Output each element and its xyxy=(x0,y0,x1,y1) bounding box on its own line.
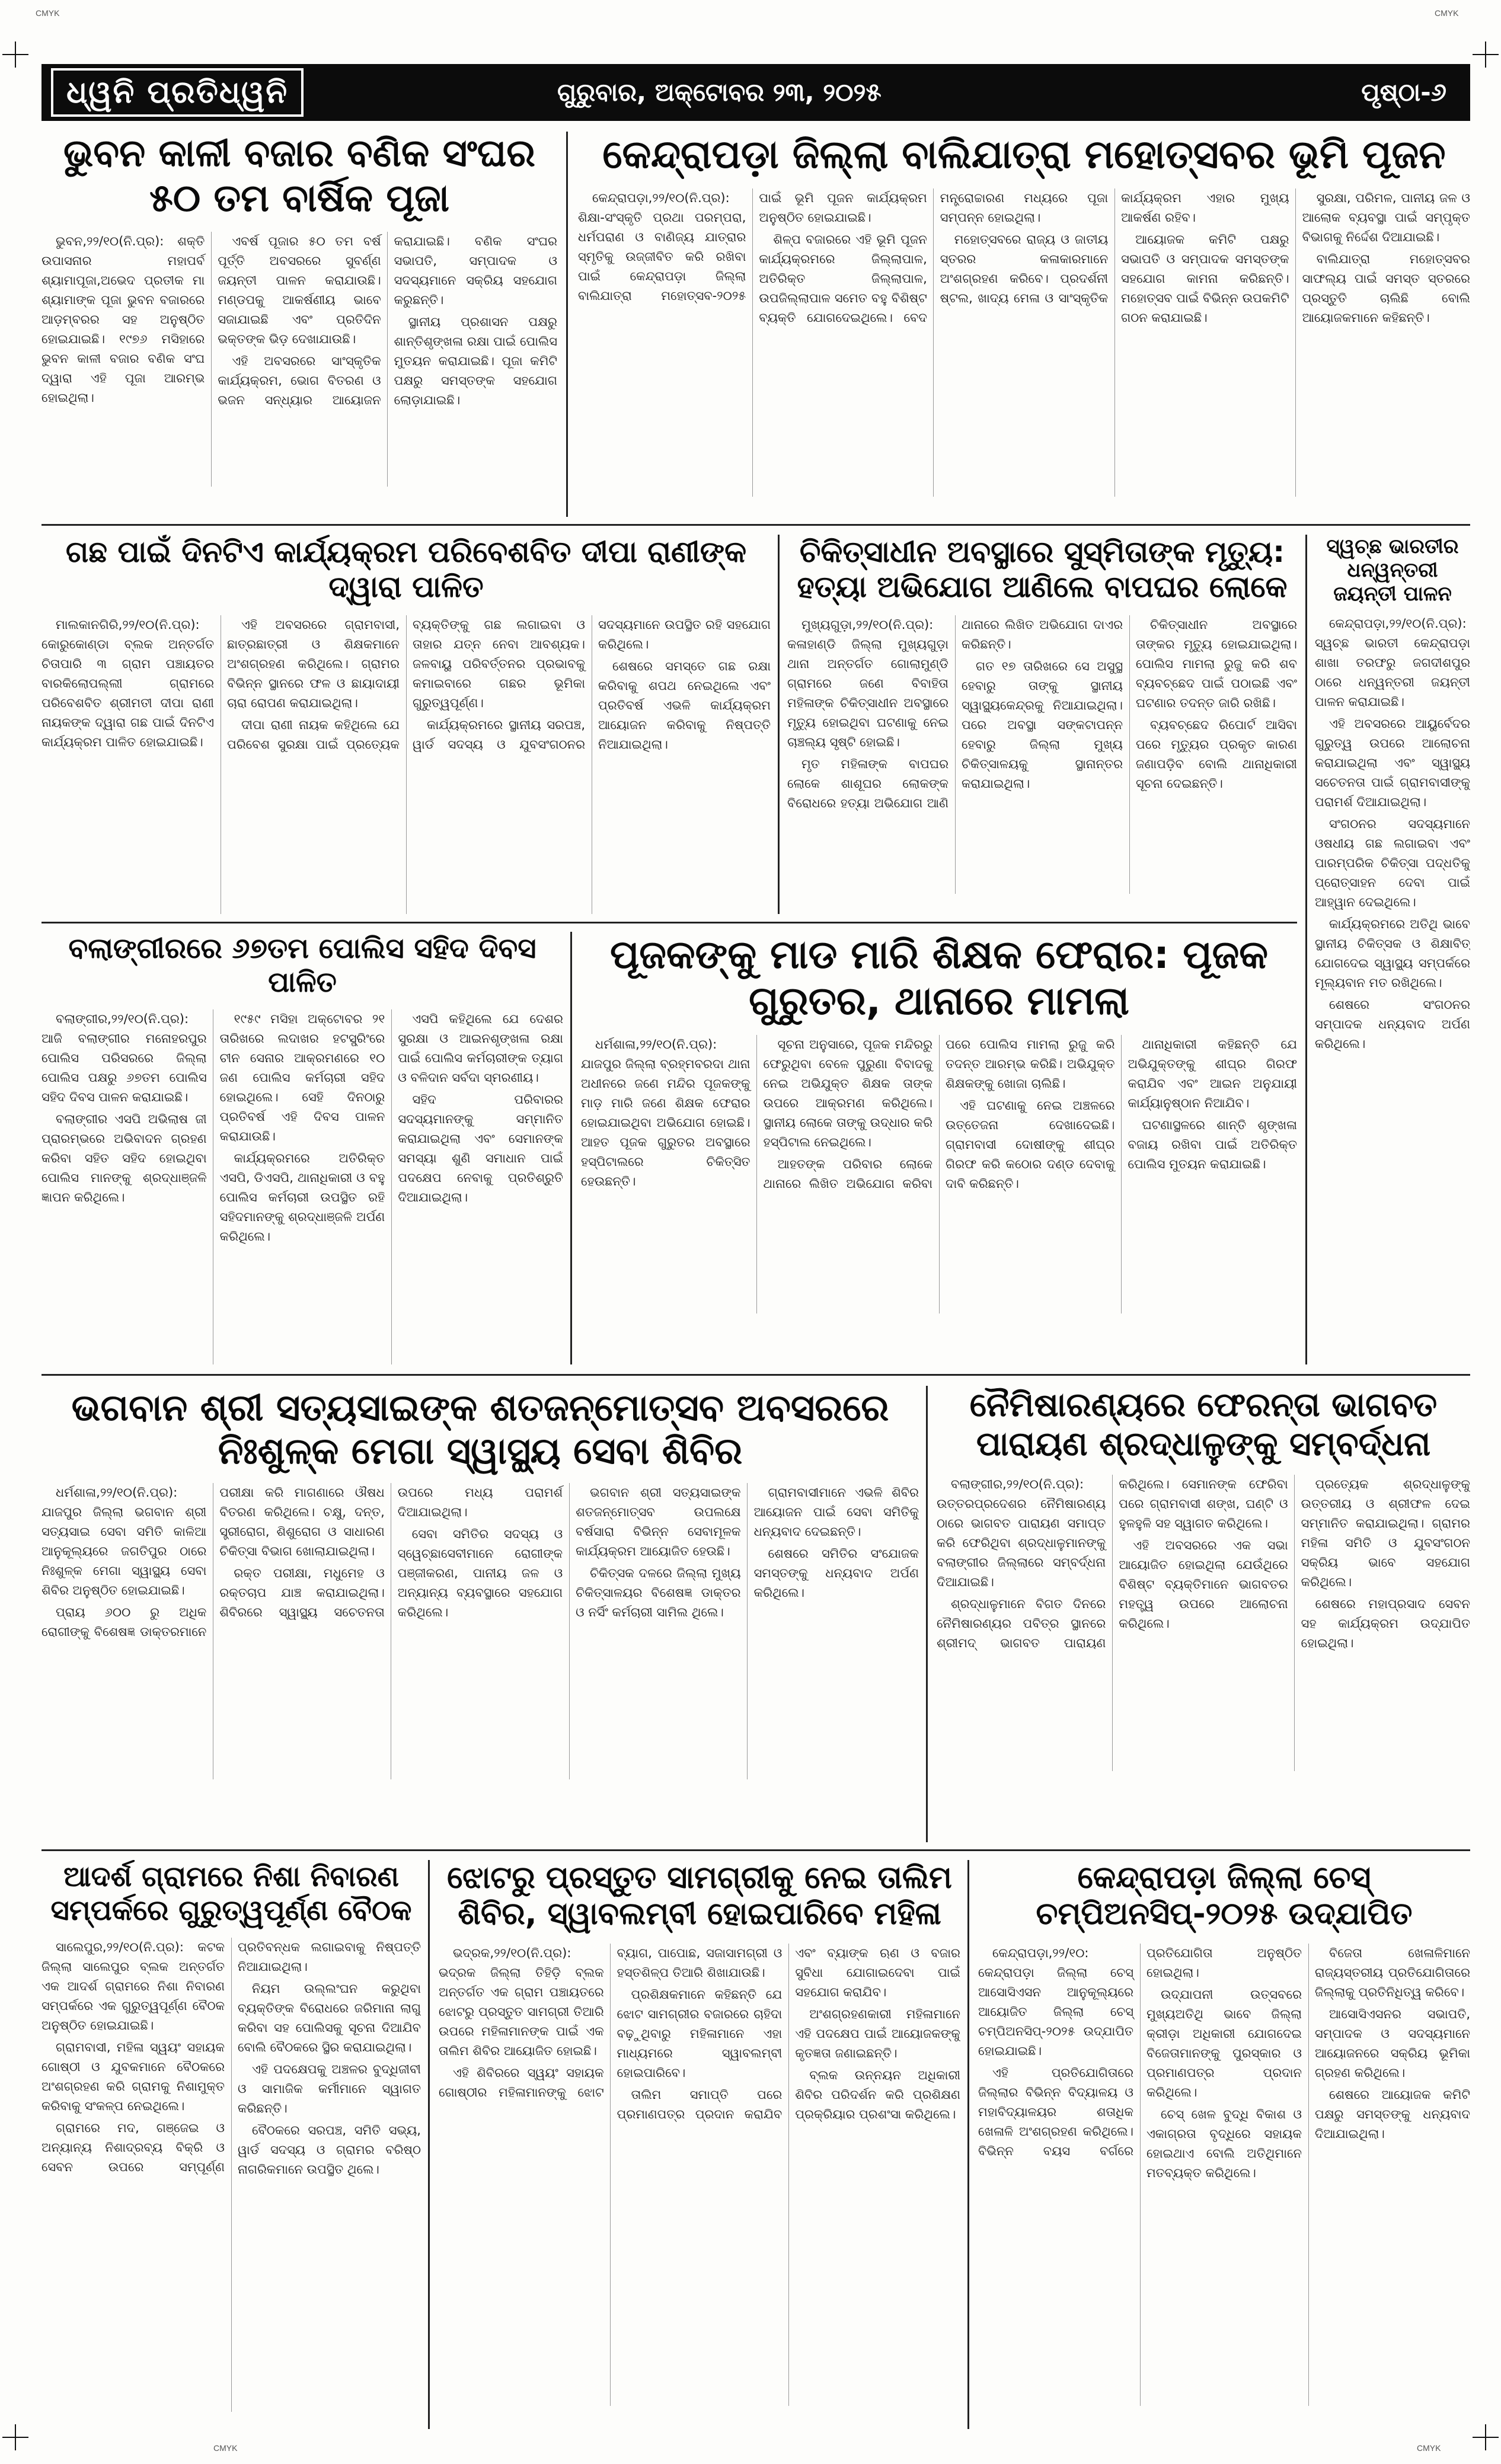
column-divider xyxy=(428,1860,430,2429)
article-body: କେନ୍ଦ୍ରାପଡ଼ା,୨୨/୧୦(ନି.ପ୍ର): ସ୍ୱଚ୍ଛ ଭାରତୀ କେନ୍ଦ୍ରାପଡ଼ା ଶାଖା ତରଫରୁ ଜଗଦୀଶପୁର ଠାରେ ଧନ୍ୱନ୍ତରୀ ଜୟନ୍ତୀ ପାଳନ କରାଯାଇଛି। ଏହି ଅବସରରେ ଆୟୁର୍ବେଦର ଗୁରୁତ୍ୱ ଉପରେ ଆଲୋଚନା କରାଯାଇଥିଲା ଏବଂ ସ୍ୱାସ୍ଥ୍ୟ ସଚେତନତା ପାଇଁ ଗ୍ରାମବାସୀଙ୍କୁ ପରାମର୍ଶ ଦିଆଯାଇଥିଲା। ସଂଗଠନର ସଦସ୍ୟମାନେ ଓଷଧୀୟ ଗଛ ଲଗାଇବା ଏବଂ ପାରମ୍ପରିକ ଚିକିତ୍ସା ପଦ୍ଧତିକୁ ପ୍ରୋତ୍ସାହନ ଦେବା ପାଇଁ ଆହ୍ୱାନ ଦେଇଥିଲେ। କାର୍ଯ୍ୟକ୍ରମରେ ଅତିଥି ଭାବେ ସ୍ଥାନୀୟ ଚିକିତ୍ସକ ଓ ଶିକ୍ଷାବିତ୍ ଯୋଗଦେଇ ସ୍ୱାସ୍ଥ୍ୟ ସମ୍ପର୍କରେ ମୂଲ୍ୟବାନ ମତ ରଖିଥିଲେ। ଶେଷରେ ସଂଗଠନର ସମ୍ପାଦକ ଧନ୍ୟବାଦ ଅର୍ପଣ କରିଥିଲେ। xyxy=(1315,616,1470,1052)
article-headline: ଆଦର୍ଶ ଗ୍ରାମରେ ନିଶା ନିବାରଣ ସମ୍ପର୍କରେ ଗୁରୁତ୍ୱପୂର୍ଣ୍ଣ ବୈଠକ xyxy=(50,1860,412,1927)
article-body: କେନ୍ଦ୍ରାପଡ଼ା,୨୨/୧୦: କେନ୍ଦ୍ରାପଡ଼ା ଜିଲ୍ଲା ଚେସ୍ ଆସୋସିଏସନ ଆନୁକୂଲ୍ୟରେ ଆୟୋଜିତ ଜିଲ୍ଲା ଚେସ୍ ଚମ୍ପିଅନସିପ୍-୨୦୨୫ ଉଦ୍ଯାପିତ ହୋଇଯାଇଛି। ଏହି ପ୍ରତିଯୋଗିତାରେ ଜିଲ୍ଲାର ବିଭିନ୍ନ ବିଦ୍ୟାଳୟ ଓ ମହାବିଦ୍ୟାଳୟର ଶତାଧିକ ଖେଳାଳି ଅଂଶଗ୍ରହଣ କରିଥିଲେ। ବିଭିନ୍ନ ବୟସ ବର୍ଗରେ ପ୍ରତିଯୋଗିତା ଅନୁଷ୍ଠିତ ହୋଇଥିଲା। ଉଦ୍ଯାପନୀ ଉତ୍ସବରେ ମୁଖ୍ୟଅତିଥି ଭାବେ ଜିଲ୍ଲା କ୍ରୀଡ଼ା ଅଧିକାରୀ ଯୋଗଦେଇ ବିଜେତାମାନଙ୍କୁ ପୁରସ୍କାର ଓ ପ୍ରମାଣପତ୍ର ପ୍ରଦାନ କରିଥିଲେ। ଚେସ୍ ଖେଳ ବୁଦ୍ଧି ବିକାଶ ଓ ଏକାଗ୍ରତା ବୃଦ୍ଧିରେ ସହାୟକ ହୋଇଥାଏ ବୋଲି ଅତିଥିମାନେ ମତବ୍ୟକ୍ତ କରିଥିଲେ। ବିଜେତା ଖେଳାଳିମାନେ ରାଜ୍ୟସ୍ତରୀୟ ପ୍ରତିଯୋଗିତାରେ ଜିଲ୍ଲାକୁ ପ୍ରତିନିଧିତ୍ୱ କରିବେ। ଆସୋସିଏସନର ସଭାପତି, ସମ୍ପାଦକ ଓ ସଦସ୍ୟମାନେ ଆୟୋଜନରେ ସକ୍ରିୟ ଭୂମିକା ଗ୍ରହଣ କରିଥିଲେ। ଶେଷରେ ଆୟୋଜକ କମିଟି ପକ୍ଷରୁ ସମସ୍ତଙ୍କୁ ଧନ୍ୟବାଦ ଦିଆଯାଇଥିଲା। xyxy=(978,1945,1470,2180)
article-body: ମୁଖ୍ୟଗୁଡ଼ା,୨୨/୧୦(ନି.ପ୍ର): କଳାହାଣ୍ଡି ଜିଲ୍ଲା ମୁଖ୍ୟଗୁଡ଼ା ଥାନା ଅନ୍ତର୍ଗତ ଗୋଲାମୁଣ୍ଡି ଗ୍ରାମରେ ଜଣେ ବିବାହିତା ମହିଳାଙ୍କ ଚିକିତ୍ସାଧୀନ ଅବସ୍ଥାରେ ମୃତ୍ୟୁ ହୋଇଥିବା ଘଟଣାକୁ ନେଇ ଚାଞ୍ଚଲ୍ୟ ସୃଷ୍ଟି ହୋଇଛି। ମୃତ ମହିଳାଙ୍କ ବାପଘର ଲୋକେ ଶାଶୂଘର ଲୋକଙ୍କ ବିରୋଧରେ ହତ୍ୟା ଅଭିଯୋଗ ଆଣି ଥାନାରେ ଲିଖିତ ଅଭିଯୋଗ ଦାଏର କରିଛନ୍ତି। ଗତ ୧୭ ତାରିଖରେ ସେ ଅସୁସ୍ଥ ହେବାରୁ ତାଙ୍କୁ ସ୍ଥାନୀୟ ସ୍ୱାସ୍ଥ୍ୟକେନ୍ଦ୍ରକୁ ନିଆଯାଇଥିଲା। ପରେ ଅବସ୍ଥା ସଙ୍କଟାପନ୍ନ ହେବାରୁ ଜିଲ୍ଲା ମୁଖ୍ୟ ଚିକିତ୍ସାଳୟକୁ ସ୍ଥାନାନ୍ତର କରାଯାଇଥିଲା। ଚିକିତ୍ସାଧୀନ ଅବସ୍ଥାରେ ତାଙ୍କର ମୃତ୍ୟୁ ହୋଇଯାଇଥିଲା। ପୋଲିସ ମାମଲା ରୁଜୁ କରି ଶବ ବ୍ୟବଚ୍ଛେଦ ପାଇଁ ପଠାଇଛି ଏବଂ ଘଟଣାର ତଦନ୍ତ ଜାରି ରଖିଛି। ବ୍ୟବଚ୍ଛେଦ ରିପୋର୍ଟ ଆସିବା ପରେ ମୃତ୍ୟୁର ପ୍ରକୃତ କାରଣ ଜଣାପଡ଼ିବ ବୋଲି ଥାନାଧିକାରୀ ସୂଚନା ଦେଇଛନ୍ତି। xyxy=(787,618,1297,810)
cmyk-mark-top-right: CMYK xyxy=(1435,8,1459,18)
article-susmita-death xyxy=(787,535,1297,914)
cmyk-mark-bottom-right: CMYK xyxy=(1417,2443,1441,2453)
registration-crosshair-icon xyxy=(2,2424,28,2450)
column-divider xyxy=(778,535,780,914)
registration-crosshair-icon xyxy=(1473,41,1499,68)
article-headline: ଚିକିତ୍ସାଧୀନ ଅବସ୍ଥାରେ ସୁସ୍ମିତାଙ୍କ ମୃତ୍ୟୁ: ହତ୍ୟା ଅଭିଯୋଗ ଆଣିଲେ ବାପଘର ଲୋକେ xyxy=(797,535,1288,604)
article-dhanwantari-jayanti xyxy=(1315,535,1470,1364)
article-body: ମାଲକାନଗିରି,୨୨/୧୦(ନି.ପ୍ର): କୋରୁକୋଣ୍ଡା ବ୍ଲକ ଅନ୍ତର୍ଗତ ଚିତାପାରି ୩ ଗ୍ରାମ ପଞ୍ଚାୟତର ବାରକିଲୋପଲ୍ଲୀ ଗ୍ରାମରେ ପରିବେଶବିତ ଶ୍ରୀମତୀ ଦୀପା ରାଣୀ ନାୟକଙ୍କ ଦ୍ୱାରା ଗଛ ପାଇଁ ଦିନଟିଏ କାର୍ଯ୍ୟକ୍ରମ ପାଳିତ ହୋଇଯାଇଛି। ଏହି ଅବସରରେ ଗ୍ରାମବାସୀ, ଛାତ୍ରଛାତ୍ରୀ ଓ ଶିକ୍ଷକମାନେ ଅଂଶଗ୍ରହଣ କରିଥିଲେ। ଗ୍ରାମର ବିଭିନ୍ନ ସ୍ଥାନରେ ଫଳ ଓ ଛାୟାଦାୟୀ ଚାରା ରୋପଣ କରାଯାଇଥିଲା। ଦୀପା ରାଣୀ ନାୟକ କହିଥିଲେ ଯେ ପରିବେଶ ସୁରକ୍ଷା ପାଇଁ ପ୍ରତ୍ୟେକ ବ୍ୟକ୍ତିଙ୍କୁ ଗଛ ଲଗାଇବା ଓ ତାହାର ଯତ୍ନ ନେବା ଆବଶ୍ୟକ। ଜଳବାୟୁ ପରିବର୍ତ୍ତନର ପ୍ରଭାବକୁ କମାଇବାରେ ଗଛର ଭୂମିକା ଗୁରୁତ୍ୱପୂର୍ଣ୍ଣ। କାର୍ଯ୍ୟକ୍ରମରେ ସ୍ଥାନୀୟ ସରପଞ୍ଚ, ୱାର୍ଡ ସଦସ୍ୟ ଓ ଯୁବସଂଗଠନର ସଦସ୍ୟମାନେ ଉପସ୍ଥିତ ରହି ସହଯୋଗ କରିଥିଲେ। ଶେଷରେ ସମସ୍ତେ ଗଛ ରକ୍ଷା କରିବାକୁ ଶପଥ ନେଇଥିଲେ ଏବଂ ପ୍ରତିବର୍ଷ ଏଭଳି କାର୍ଯ୍ୟକ୍ରମ ଆୟୋଜନ କରିବାକୁ ନିଷ୍ପତ୍ତି ନିଆଯାଇଥିଲା। xyxy=(41,618,771,752)
article-headline: କେନ୍ଦ୍ରାପଡ଼ା ଜିଲ୍ଲା ବାଲିଯାତ୍ରା ମହୋତ୍ସବର ଭୂମି ପୂଜନ xyxy=(602,132,1446,177)
article-headline: ବଲାଙ୍ଗୀରରେ ୬୭ତମ ପୋଲିସ ସହିଦ ଦିବସ ପାଳିତ xyxy=(68,932,536,999)
article-priest-assault xyxy=(581,932,1297,1364)
article-tree-day-programme xyxy=(41,535,771,914)
article-baliyatra-bhumi-pujan xyxy=(578,132,1470,517)
article-headline: ଝୋଟରୁ ପ୍ରସ୍ତୁତ ସାମଗ୍ରୀକୁ ନେଇ ତାଲିମ ଶିବିର, ସ୍ୱାବଲମ୍ବୀ ହୋଇପାରିବେ ମହିଳା xyxy=(447,1860,952,1932)
article-body: ଭଦ୍ରକ,୨୨/୧୦(ନି.ପ୍ର): ଭଦ୍ରକ ଜିଲ୍ଲା ତିହିଡ଼ି ବ୍ଲକ ଅନ୍ତର୍ଗତ ଏକ ଗ୍ରାମ ପଞ୍ଚାୟତରେ ଝୋଟରୁ ପ୍ରସ୍ତୁତ ସାମଗ୍ରୀ ତିଆରି ଉପରେ ମହିଳାମାନଙ୍କ ପାଇଁ ଏକ ତାଲିମ ଶିବିର ଆୟୋଜିତ ହୋଇଛି। ଏହି ଶିବିରରେ ସ୍ୱୟଂ ସହାୟକ ଗୋଷ୍ଠୀର ମହିଳାମାନଙ୍କୁ ଝୋଟ ବ୍ୟାଗ, ପାପୋଛ, ସଜାସାମଗ୍ରୀ ଓ ହସ୍ତଶିଳ୍ପ ତିଆରି ଶିଖାଯାଉଛି। ପ୍ରଶିକ୍ଷକମାନେ କହିଛନ୍ତି ଯେ ଝୋଟ ସାମଗ୍ରୀର ବଜାରରେ ଚାହିଦା ବଢ଼ୁଥିବାରୁ ମହିଳାମାନେ ଏହା ମାଧ୍ୟମରେ ସ୍ୱାବଲମ୍ବୀ ହୋଇପାରିବେ। ତାଲିମ ସମାପ୍ତି ପରେ ପ୍ରମାଣପତ୍ର ପ୍ରଦାନ କରାଯିବ ଏବଂ ବ୍ୟାଙ୍କ ଋଣ ଓ ବଜାର ସୁବିଧା ଯୋଗାଇଦେବା ପାଇଁ ସହଯୋଗ କରାଯିବ। ଅଂଶଗ୍ରହଣକାରୀ ମହିଳାମାନେ ଏହି ପଦକ୍ଷେପ ପାଇଁ ଆୟୋଜକଙ୍କୁ କୃତଜ୍ଞତା ଜଣାଇଛନ୍ତି। ବ୍ଲକ ଉନ୍ନୟନ ଅଧିକାରୀ ଶିବିର ପରିଦର୍ଶନ କରି ପ୍ରଶିକ୍ଷଣ ପ୍ରକ୍ରିୟାର ପ୍ରଶଂସା କରିଥିଲେ। xyxy=(439,1945,960,2121)
article-body: ବଲାଙ୍ଗୀର,୨୨/୧୦(ନି.ପ୍ର): ଆଜି ବଲାଙ୍ଗୀର ମନୋହରପୁର ପୋଲିସ ପରିସରରେ ଜିଲ୍ଲା ପୋଲିସ ପକ୍ଷରୁ ୬୭ତମ ପୋଲିସ ସହିଦ ଦିବସ ପାଳନ କରାଯାଇଛି। ବଲାଙ୍ଗୀର ଏସପି ଅଭିଲାଷ ଜୀ ପ୍ରାରମ୍ଭରେ ଅଭିବାଦନ ଗ୍ରହଣ କରିବା ସହିତ ସହିଦ ହୋଇଥିବା ପୋଲିସ ମାନଙ୍କୁ ଶ୍ରଦ୍ଧାଞ୍ଜଳି ଜ୍ଞାପନ କରିଥିଲେ। ୧୯୫୯ ମସିହା ଅକ୍ଟୋବର ୨୧ ତାରିଖରେ ଲଦାଖର ହଟସ୍ପ୍ରିଂରେ ଚୀନ ସେନାର ଆକ୍ରମଣରେ ୧୦ ଜଣ ପୋଲିସ କର୍ମଚାରୀ ସହିଦ ହୋଇଥିଲେ। ସେହି ଦିନଠାରୁ ପ୍ରତିବର୍ଷ ଏହି ଦିବସ ପାଳନ କରାଯାଉଛି। କାର୍ଯ୍ୟକ୍ରମରେ ଅତିରିକ୍ତ ଏସପି, ଡିଏସପି, ଥାନାଧିକାରୀ ଓ ବହୁ ପୋଲିସ କର୍ମଚାରୀ ଉପସ୍ଥିତ ରହି ସହିଦମାନଙ୍କୁ ଶ୍ରଦ୍ଧାଞ୍ଜଳି ଅର୍ପଣ କରିଥିଲେ। ଏସପି କହିଥିଲେ ଯେ ଦେଶର ସୁରକ୍ଷା ଓ ଆଇନଶୃଙ୍ଖଳା ରକ୍ଷା ପାଇଁ ପୋଲିସ କର୍ମଚାରୀଙ୍କ ତ୍ୟାଗ ଓ ବଳିଦାନ ସର୍ବଦା ସ୍ମରଣୀୟ। ସହିଦ ପରିବାରର ସଦସ୍ୟମାନଙ୍କୁ ସମ୍ମାନିତ କରାଯାଇଥିଲା ଏବଂ ସେମାନଙ୍କ ସମସ୍ୟା ଶୁଣି ସମାଧାନ ପାଇଁ ପଦକ୍ଷେପ ନେବାକୁ ପ୍ରତିଶ୍ରୁତି ଦିଆଯାଇଥିଲା। xyxy=(41,1012,563,1244)
section-divider xyxy=(41,1849,1470,1851)
article-body: ଧର୍ମଶାଳା,୨୨/୧୦(ନି.ପ୍ର): ଯାଜପୁର ଜିଲ୍ଲା ଭଗବାନ ଶ୍ରୀ ସତ୍ୟସାଇ ସେବା ସମିତି କାଳିଆ ଆନୁକୂଲ୍ୟରେ ଜଗତିପୁର ଠାରେ ନିଃଶୁଳ୍କ ମେଗା ସ୍ୱାସ୍ଥ୍ୟ ସେବା ଶିବିର ଅନୁଷ୍ଠିତ ହୋଇଯାଇଛି। ପ୍ରାୟ ୬୦୦ ରୁ ଅଧିକ ରୋଗୀଙ୍କୁ ବିଶେଷଜ୍ଞ ଡାକ୍ତରମାନେ ପରୀକ୍ଷା କରି ମାଗଣାରେ ଔଷଧ ବିତରଣ କରିଥିଲେ। ଚକ୍ଷୁ, ଦନ୍ତ, ସ୍ତ୍ରୀରୋଗ, ଶିଶୁରୋଗ ଓ ସାଧାରଣ ଚିକିତ୍ସା ବିଭାଗ ଖୋଲାଯାଇଥିଲା। ରକ୍ତ ପରୀକ୍ଷା, ମଧୁମେହ ଓ ରକ୍ତଚାପ ଯାଞ୍ଚ କରାଯାଇଥିଲା। ଶିବିରରେ ସ୍ୱାସ୍ଥ୍ୟ ସଚେତନତା ଉପରେ ମଧ୍ୟ ପରାମର୍ଶ ଦିଆଯାଇଥିଲା। ସେବା ସମିତିର ସଦସ୍ୟ ଓ ସ୍ୱେଚ୍ଛାସେବୀମାନେ ରୋଗୀଙ୍କ ପଞ୍ଜୀକରଣ, ପାନୀୟ ଜଳ ଓ ଅନ୍ୟାନ୍ୟ ବ୍ୟବସ୍ଥାରେ ସହଯୋଗ କରିଥିଲେ। ଭଗବାନ ଶ୍ରୀ ସତ୍ୟସାଇଙ୍କ ଶତଜନ୍ମୋତ୍ସବ ଉପଲକ୍ଷେ ବର୍ଷସାରା ବିଭିନ୍ନ ସେବାମୂଳକ କାର୍ଯ୍ୟକ୍ରମ ଆୟୋଜିତ ହେଉଛି। ଚିକିତ୍ସକ ଦଳରେ ଜିଲ୍ଲା ମୁଖ୍ୟ ଚିକିତ୍ସାଳୟର ବିଶେଷଜ୍ଞ ଡାକ୍ତର ଓ ନର୍ସିଂ କର୍ମଚାରୀ ସାମିଲ ଥିଲେ। ଗ୍ରାମବାସୀମାନେ ଏଭଳି ଶିବିର ଆୟୋଜନ ପାଇଁ ସେବା ସମିତିକୁ ଧନ୍ୟବାଦ ଦେଇଛନ୍ତି। ଶେଷରେ ସମିତିର ସଂଯୋଜକ ସମସ୍ତଙ୍କୁ ଧନ୍ୟବାଦ ଅର୍ପଣ କରିଥିଲେ। xyxy=(41,1485,919,1640)
column-divider xyxy=(570,932,572,1364)
article-jute-training xyxy=(439,1860,960,2429)
cmyk-mark-bottom-left: CMYK xyxy=(213,2443,238,2453)
article-headline: ଭଗବାନ ଶ୍ରୀ ସତ୍ୟସାଇଙ୍କ ଶତଜନ୍ମୋତ୍ସବ ଅବସରରେ ନିଃଶୁଳ୍କ ମେଗା ସ୍ୱାସ୍ଥ୍ୟ ସେବା ଶିବିର xyxy=(71,1386,889,1473)
article-body: ସାଲେପୁର,୨୨/୧୦(ନି.ପ୍ର): କଟକ ଜିଲ୍ଲା ସାଲେପୁର ବ୍ଲକ ଅନ୍ତର୍ଗତ ଏକ ଆଦର୍ଶ ଗ୍ରାମରେ ନିଶା ନିବାରଣ ସମ୍ପର୍କରେ ଏକ ଗୁରୁତ୍ୱପୂର୍ଣ୍ଣ ବୈଠକ ଅନୁଷ୍ଠିତ ହୋଇଯାଇଛି। ଗ୍ରାମବାସୀ, ମହିଳା ସ୍ୱୟଂ ସହାୟକ ଗୋଷ୍ଠୀ ଓ ଯୁବକମାନେ ବୈଠକରେ ଅଂଶଗ୍ରହଣ କରି ଗ୍ରାମକୁ ନିଶାମୁକ୍ତ କରିବାକୁ ସଂକଳ୍ପ ନେଇଥିଲେ। ଗ୍ରାମରେ ମଦ, ଗଞ୍ଜେଇ ଓ ଅନ୍ୟାନ୍ୟ ନିଶାଦ୍ରବ୍ୟ ବିକ୍ରି ଓ ସେବନ ଉପରେ ସମ୍ପୂର୍ଣ୍ଣ ପ୍ରତିବନ୍ଧକ ଲଗାଇବାକୁ ନିଷ୍ପତ୍ତି ନିଆଯାଇଥିଲା। ନିୟମ ଉଲ୍ଲଂଘନ କରୁଥିବା ବ୍ୟକ୍ତିଙ୍କ ବିରୋଧରେ ଜରିମାନା ଲାଗୁ କରିବା ସହ ପୋଲିସକୁ ସୂଚନା ଦିଆଯିବ ବୋଲି ବୈଠକରେ ସ୍ଥିର କରାଯାଇଥିଲା। ଏହି ପଦକ୍ଷେପକୁ ଅଞ୍ଚଳର ବୁଦ୍ଧିଜୀବୀ ଓ ସାମାଜିକ କର୍ମୀମାନେ ସ୍ୱାଗତ କରିଛନ୍ତି। ବୈଠକରେ ସରପଞ୍ଚ, ସମିତି ସଭ୍ୟ, ୱାର୍ଡ ସଦସ୍ୟ ଓ ଗ୍ରାମର ବରିଷ୍ଠ ନାଗରିକମାନେ ଉପସ୍ଥିତ ଥିଲେ। xyxy=(41,1940,421,2177)
registration-crosshair-icon xyxy=(1473,2424,1499,2450)
section-divider xyxy=(41,524,1470,526)
cmyk-mark-top-left: CMYK xyxy=(36,8,60,18)
article-body: ଭୁବନ,୨୨/୧୦(ନି.ପ୍ର): ଶକ୍ତି ଉପାସନାର ମହାପର୍ବ ଶ୍ୟାମାପୂଜା,ଅଭେଦ ପ୍ରତୀକ ମା ଶ୍ୟାମାଙ୍କ ପୂଜା ଭୁବନ ବଜାରରେ ଆଡ଼ମ୍ବରର ସହ ଅନୁଷ୍ଠିତ ହୋଇଯାଇଛି। ୧୯୭୬ ମସିହାରେ ଭୁବନ କାଳୀ ବଜାର ବଣିକ ସଂଘ ଦ୍ୱାରା ଏହି ପୂଜା ଆରମ୍ଭ ହୋଇଥିଲା। ଏବର୍ଷ ପୂଜାର ୫୦ ତମ ବର୍ଷ ପୂର୍ତ୍ତି ଅବସରରେ ସୁବର୍ଣ୍ଣ ଜୟନ୍ତୀ ପାଳନ କରାଯାଉଛି। ମଣ୍ଡପକୁ ଆକର୍ଷଣୀୟ ଭାବେ ସଜାଯାଇଛି ଏବଂ ପ୍ରତିଦିନ ଭକ୍ତଙ୍କ ଭିଡ଼ ଦେଖାଯାଉଛି। ଏହି ଅବସରରେ ସାଂସ୍କୃତିକ କାର୍ଯ୍ୟକ୍ରମ, ଭୋଗ ବିତରଣ ଓ ଭଜନ ସନ୍ଧ୍ୟାର ଆୟୋଜନ କରାଯାଇଛି। ବଣିକ ସଂଘର ସଭାପତି, ସମ୍ପାଦକ ଓ ସଦସ୍ୟମାନେ ସକ୍ରିୟ ସହଯୋଗ କରୁଛନ୍ତି। ସ୍ଥାନୀୟ ପ୍ରଶାସନ ପକ୍ଷରୁ ଶାନ୍ତିଶୃଙ୍ଖଳା ରକ୍ଷା ପାଇଁ ପୋଲିସ ମୁତୟନ କରାଯାଇଛି। ପୂଜା କମିଟି ପକ୍ଷରୁ ସମସ୍ତଙ୍କ ସହଯୋଗ ଲୋଡ଼ାଯାଇଛି। xyxy=(41,234,557,408)
registration-crosshair-icon xyxy=(2,41,28,68)
article-bhuban-kali-puja xyxy=(41,132,557,517)
article-police-martyrs-day xyxy=(41,932,563,1364)
page-number: ପୃଷ୍ଠା-୬ xyxy=(1361,78,1446,107)
issue-date: ଗୁରୁବାର, ଅକ୍ଟୋବର ୨୩, ୨୦୨୫ xyxy=(557,78,882,107)
column-divider xyxy=(967,1860,969,2429)
article-chess-championship xyxy=(978,1860,1470,2429)
column-divider xyxy=(1305,535,1307,1364)
section-divider xyxy=(41,1374,1470,1376)
article-headline: ନୈମିଷାରଣ୍ୟରେ ଫେରନ୍ତା ଭାଗବତ ପାରାୟଣ ଶ୍ରଦ୍ଧାଳୁଙ୍କୁ ସମ୍ବର୍ଦ୍ଧନା xyxy=(969,1386,1438,1464)
article-headline: ପୂଜକଙ୍କୁ ମାଡ ମାରି ଶିକ୍ଷକ ଫେରାର: ପୂଜକ ଗୁରୁତର, ଥାନାରେ ମାମଲା xyxy=(609,932,1269,1024)
article-body: ବଲାଙ୍ଗୀର,୨୨/୧୦(ନି.ପ୍ର): ଉତ୍ତରପ୍ରଦେଶର ନୈମିଷାରଣ୍ୟ ଠାରେ ଭାଗବତ ପାରାୟଣ ସମାପ୍ତ କରି ଫେରିଥିବା ଶ୍ରଦ୍ଧାଳୁମାନଙ୍କୁ ବଲାଙ୍ଗୀର ଜିଲ୍ଲାରେ ସମ୍ବର୍ଦ୍ଧନା ଦିଆଯାଇଛି। ଶ୍ରଦ୍ଧାଳୁମାନେ ବିଗତ ଦିନରେ ନୈମିଷାରଣ୍ୟର ପବିତ୍ର ସ୍ଥାନରେ ଶ୍ରୀମଦ୍ ଭାଗବତ ପାରାୟଣ କରିଥିଲେ। ସେମାନଙ୍କ ଫେରିବା ପରେ ଗ୍ରାମବାସୀ ଶଙ୍ଖ, ଘଣ୍ଟି ଓ ହୁଳହୁଳି ସହ ସ୍ୱାଗତ କରିଥିଲେ। ଏହି ଅବସରରେ ଏକ ସଭା ଆୟୋଜିତ ହୋଇଥିଲା ଯେଉଁଥିରେ ବିଶିଷ୍ଟ ବ୍ୟକ୍ତିମାନେ ଭାଗବତର ମହତ୍ତ୍ୱ ଉପରେ ଆଲୋଚନା କରିଥିଲେ। ପ୍ରତ୍ୟେକ ଶ୍ରଦ୍ଧାଳୁଙ୍କୁ ଉତ୍ତରୀୟ ଓ ଶ୍ରୀଫଳ ଦେଇ ସମ୍ମାନିତ କରାଯାଇଥିଲା। ଗ୍ରାମର ମହିଳା ସମିତି ଓ ଯୁବସଂଗଠନ ସକ୍ରିୟ ଭାବେ ସହଯୋଗ କରିଥିଲେ। ଶେଷରେ ମହାପ୍ରସାଦ ସେବନ ସହ କାର୍ଯ୍ୟକ୍ରମ ଉଦ୍ଯାପିତ ହୋଇଥିଲା। xyxy=(937,1477,1470,1651)
article-body: ଧର୍ମଶାଳା,୨୨/୧୦(ନି.ପ୍ର): ଯାଜପୁର ଜିଲ୍ଲା ବ୍ରହ୍ମବରଦା ଥାନା ଅଧୀନରେ ଜଣେ ମନ୍ଦିର ପୂଜକଙ୍କୁ ମାଡ଼ ମାରି ଜଣେ ଶିକ୍ଷକ ଫେରାର ହୋଇଯାଇଥିବା ଅଭିଯୋଗ ହୋଇଛି। ଆହତ ପୂଜକ ଗୁରୁତର ଅବସ୍ଥାରେ ହସ୍ପିଟାଲରେ ଚିକିତ୍ସିତ ହେଉଛନ୍ତି। ସୂଚନା ଅନୁସାରେ, ପୂଜକ ମନ୍ଦିରରୁ ଫେରୁଥିବା ବେଳେ ପୁରୁଣା ବିବାଦକୁ ନେଇ ଅଭିଯୁକ୍ତ ଶିକ୍ଷକ ତାଙ୍କ ଉପରେ ଆକ୍ରମଣ କରିଥିଲେ। ସ୍ଥାନୀୟ ଲୋକେ ତାଙ୍କୁ ଉଦ୍ଧାର କରି ହସ୍ପିଟାଲ ନେଇଥିଲେ। ଆହତଙ୍କ ପରିବାର ଲୋକେ ଥାନାରେ ଲିଖିତ ଅଭିଯୋଗ କରିବା ପରେ ପୋଲିସ ମାମଲା ରୁଜୁ କରି ତଦନ୍ତ ଆରମ୍ଭ କରିଛି। ଅଭିଯୁକ୍ତ ଶିକ୍ଷକଙ୍କୁ ଖୋଜା ଚାଲିଛି। ଏହି ଘଟଣାକୁ ନେଇ ଅଞ୍ଚଳରେ ଉତ୍ତେଜନା ଦେଖାଦେଇଛି। ଗ୍ରାମବାସୀ ଦୋଷୀଙ୍କୁ ଶୀଘ୍ର ଗିରଫ କରି କଠୋର ଦଣ୍ଡ ଦେବାକୁ ଦାବି କରିଛନ୍ତି। ଥାନାଧିକାରୀ କହିଛନ୍ତି ଯେ ଅଭିଯୁକ୍ତଙ୍କୁ ଶୀଘ୍ର ଗିରଫ କରାଯିବ ଏବଂ ଆଇନ ଅନୁଯାୟୀ କାର୍ଯ୍ୟାନୁଷ୍ଠାନ ନିଆଯିବ। ଘଟଣାସ୍ଥଳରେ ଶାନ୍ତି ଶୃଙ୍ଖଳା ବଜାୟ ରଖିବା ପାଇଁ ଅତିରିକ୍ତ ପୋଲିସ ମୁତୟନ କରାଯାଇଛି। xyxy=(581,1037,1297,1191)
article-body: କେନ୍ଦ୍ରାପଡ଼ା,୨୨/୧୦(ନି.ପ୍ର): ଶିକ୍ଷା-ସଂସ୍କୃତି ପ୍ରଥା ପରମ୍ପରା, ଧର୍ମପରାଣ ଓ ବାଣିଜ୍ୟ ଯାତ୍ରାର ସ୍ମୃତିକୁ ଉଜ୍ଜୀବିତ କରି ରଖିବା ପାଇଁ କେନ୍ଦ୍ରାପଡ଼ା ଜିଲ୍ଲା ବାଲିଯାତ୍ରା ମହୋତ୍ସବ-୨୦୨୫ ପାଇଁ ଭୂମି ପୂଜନ କାର୍ଯ୍ୟକ୍ରମ ଅନୁଷ୍ଠିତ ହୋଇଯାଇଛି। ଶିଳ୍ପ ବଜାରରେ ଏହି ଭୂମି ପୂଜନ କାର୍ଯ୍ୟକ୍ରମରେ ଜିଲ୍ଲାପାଳ, ଅତିରିକ୍ତ ଜିଲ୍ଲାପାଳ, ଉପଜିଲ୍ଲାପାଳ ସମେତ ବହୁ ବିଶିଷ୍ଟ ବ୍ୟକ୍ତି ଯୋଗଦେଇଥିଲେ। ବେଦ ମନ୍ତ୍ରୋଚ୍ଚାରଣ ମଧ୍ୟରେ ପୂଜା ସମ୍ପନ୍ନ ହୋଇଥିଲା। ମହୋତ୍ସବରେ ରାଜ୍ୟ ଓ ଜାତୀୟ ସ୍ତରର କଳାକାରମାନେ ଅଂଶଗ୍ରହଣ କରିବେ। ପ୍ରଦର୍ଶନୀ ଷ୍ଟଲ, ଖାଦ୍ୟ ମେଳା ଓ ସାଂସ୍କୃତିକ କାର୍ଯ୍ୟକ୍ରମ ଏହାର ମୁଖ୍ୟ ଆକର୍ଷଣ ରହିବ। ଆୟୋଜକ କମିଟି ପକ୍ଷରୁ ସଭାପତି ଓ ସମ୍ପାଦକ ସମସ୍ତଙ୍କ ସହଯୋଗ କାମନା କରିଛନ୍ତି। ମହୋତ୍ସବ ପାଇଁ ବିଭିନ୍ନ ଉପକମିଟି ଗଠନ କରାଯାଇଛି। ସୁରକ୍ଷା, ପରିମଳ, ପାନୀୟ ଜଳ ଓ ଆଲୋକ ବ୍ୟବସ୍ଥା ପାଇଁ ସମ୍ପୃକ୍ତ ବିଭାଗକୁ ନିର୍ଦ୍ଦେଶ ଦିଆଯାଇଛି। ବାଲିଯାତ୍ରା ମହୋତ୍ସବର ସାଫଲ୍ୟ ପାଇଁ ସମସ୍ତ ସ୍ତରରେ ପ୍ରସ୍ତୁତି ଚାଲିଛି ବୋଲି ଆୟୋଜକମାନେ କହିଛନ୍ତି। xyxy=(578,190,1470,325)
article-sathya-sai-health-camp xyxy=(41,1386,919,1842)
section-divider xyxy=(41,922,1297,923)
column-divider xyxy=(566,132,568,517)
article-adarsh-gram-anti-drug xyxy=(41,1860,421,2429)
column-divider xyxy=(926,1386,928,1842)
article-headline: ଗଛ ପାଇଁ ଦିନଟିଏ କାର୍ଯ୍ୟକ୍ରମ ପରିବେଶବିତ ଦୀପା ରାଣୀଙ୍କ ଦ୍ୱାରା ପାଳିତ xyxy=(65,535,747,604)
article-headline: ସ୍ୱଚ୍ଛ ଭାରତୀର ଧନ୍ୱନ୍ତରୀ ଜୟନ୍ତୀ ପାଳନ xyxy=(1326,535,1459,606)
article-headline: କେନ୍ଦ୍ରାପଡ଼ା ଜିଲ୍ଲା ଚେସ୍ ଚମ୍ପିଅନସିପ୍-୨୦୨୫ ଉଦ୍ଯାପିତ xyxy=(1036,1860,1413,1932)
masthead xyxy=(41,64,1470,121)
article-naimisharanya-felicitation xyxy=(937,1386,1470,1842)
newspaper-logo: ଧ୍ୱନି ପ୍ରତିଧ୍ୱନି xyxy=(51,68,304,117)
article-headline: ଭୁବନ କାଳୀ ବଜାର ବଣିକ ସଂଘର ୫୦ ତମ ବାର୍ଷିକ ପୂଜା xyxy=(63,132,535,220)
